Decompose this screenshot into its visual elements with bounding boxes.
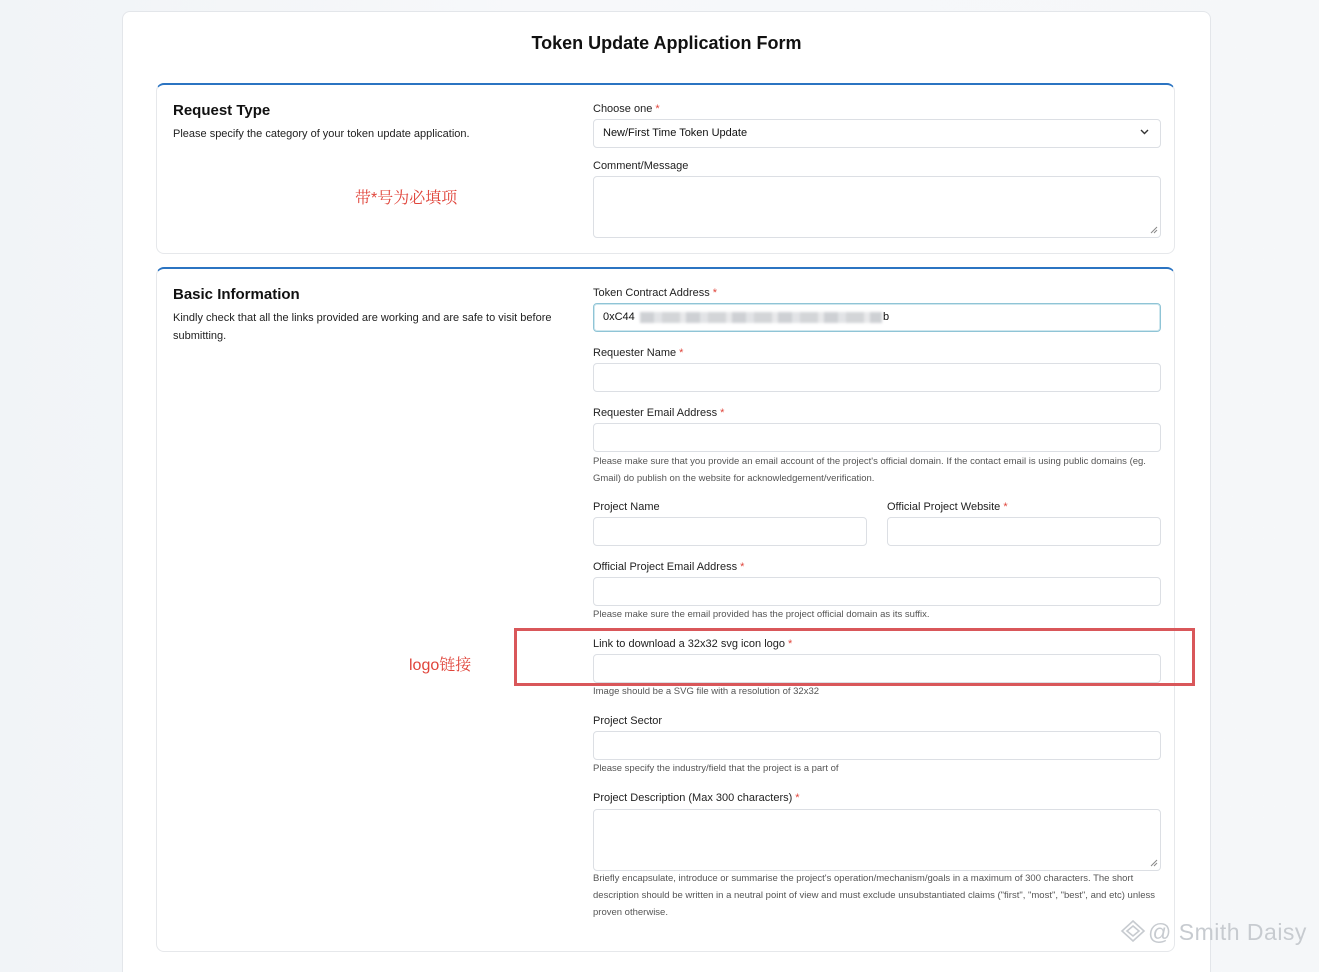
token-contract-prefix: 0xC44 (603, 311, 635, 323)
requester-name-input[interactable] (593, 363, 1161, 392)
resize-handle-icon[interactable] (1150, 859, 1158, 869)
project-name-input[interactable] (593, 517, 867, 546)
project-description-help: Briefly encapsulate, introduce or summarise the project's operation/mechanism/goals in a maximum of 300 characters. The short description should be written in a neutral point of view and must exclude unsubstantiated claims ("first", "most", "best", and etc) unless proven otherwise. (593, 873, 1156, 918)
section-description: Kindly check that all the links provided are working and are safe to visit before submitting. (173, 312, 552, 342)
required-mark: * (679, 347, 684, 359)
request-type-section (156, 83, 1175, 254)
requester-email-input[interactable] (593, 423, 1161, 452)
project-description-textarea[interactable] (593, 809, 1161, 871)
token-contract-input[interactable] (593, 303, 1161, 332)
project-sector-help: Please specify the industry/field that the project is a part of (593, 763, 839, 774)
requester-name-label: Requester Name * (593, 347, 684, 359)
diamond-logo-icon (1120, 920, 1146, 948)
required-mark: * (655, 103, 660, 115)
redacted-address-blur (640, 312, 882, 323)
section-title: Request Type (173, 102, 271, 119)
logo-note-annotation: logo链接 (409, 657, 472, 674)
required-mark: * (720, 407, 725, 419)
logo-link-help: Image should be a SVG file with a resolution of 32x32 (593, 686, 820, 697)
watermark-text: @ Smith Daisy (1148, 919, 1307, 945)
official-email-help: Please make sure the email provided has the project official domain as its suffix. (593, 609, 930, 620)
comment-textarea[interactable] (593, 176, 1161, 238)
basic-information-section (156, 267, 1175, 952)
logo-highlight-box (514, 628, 1195, 686)
official-email-label: Official Project Email Address * (593, 561, 745, 573)
required-mark: * (740, 561, 745, 573)
project-name-label: Project Name (593, 501, 660, 513)
required-mark: * (795, 792, 800, 804)
token-contract-label: Token Contract Address * (593, 287, 718, 299)
section-title: Basic Information (173, 286, 300, 303)
comment-label: Comment/Message (593, 160, 689, 172)
required-mark: * (712, 287, 718, 299)
form-page (122, 11, 1211, 972)
project-description-label: Project Description (Max 300 characters) * (593, 792, 800, 804)
official-website-label: Official Project Website * (887, 501, 1008, 513)
project-sector-input[interactable] (593, 731, 1161, 760)
requester-email-help: Please make sure that you provide an email account of the project's official domain. If the contact email is using public domains (eg. Gmail) do publish on the website for acknowledgement/verification. (593, 456, 1146, 484)
official-email-input[interactable] (593, 577, 1161, 606)
logo-link-label: Link to download a 32x32 svg icon logo * (593, 638, 793, 650)
project-sector-label: Project Sector (593, 715, 663, 727)
watermark (1120, 919, 1307, 948)
required-mark: * (1003, 501, 1008, 513)
chevron-down-icon (1139, 126, 1150, 140)
token-contract-suffix: b (883, 311, 890, 323)
choose-one-label: Choose one * (593, 103, 660, 115)
resize-handle-icon[interactable] (1150, 226, 1158, 236)
select-value: New/First Time Token Update (603, 127, 748, 139)
page-title: Token Update Application Form (531, 33, 802, 53)
required-note-annotation: 带*号为必填项 (355, 190, 458, 207)
request-type-select[interactable] (593, 119, 1161, 148)
official-website-input[interactable] (887, 517, 1161, 546)
section-description: Please specify the category of your token update application. (173, 128, 470, 140)
required-mark: * (788, 638, 793, 650)
requester-email-label: Requester Email Address * (593, 407, 725, 419)
